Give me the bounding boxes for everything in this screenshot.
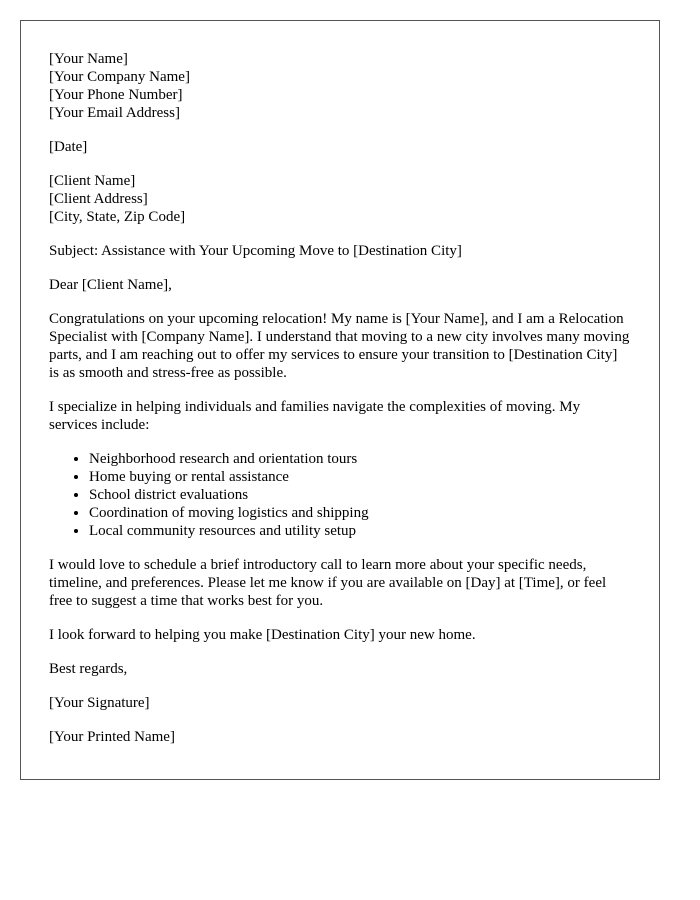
sender-phone: [Your Phone Number] [49, 87, 183, 103]
list-item: • Local community resources and utility setup [89, 522, 631, 540]
call-to-action-paragraph: I would love to schedule a brief introductory call to learn more about your specific needs, timeline, and preferences. Please let me know if you are available on [Day] at [Time], or feel free to suggest a time that works best for you. [49, 557, 607, 609]
list-item: • School district evaluations [89, 486, 631, 504]
printed-name: [Your Printed Name] [49, 729, 175, 745]
letter-date: [Date] [49, 139, 88, 155]
closing: Best regards, [49, 661, 128, 677]
recipient-address: [Client Address] [49, 191, 148, 207]
sender-company: [Your Company Name] [49, 69, 190, 85]
sender-block [49, 50, 631, 122]
subject-line: Subject: Assistance with Your Upcoming Move to [Destination City] [49, 243, 462, 259]
services-list [49, 450, 631, 540]
list-item: • Coordination of moving logistics and shipping [89, 504, 631, 522]
intro-paragraph: Congratulations on your upcoming relocation! My name is [Your Name], and I am a Relocation Specialist with [Company Name]. I understand that moving to a new city involves many moving parts, and I am reaching out to offer my services to ensure your transition to [Destination City] is as smooth and stress-free as possible. [49, 311, 630, 381]
recipient-name: [Client Name] [49, 173, 136, 189]
services-intro-paragraph: I specialize in helping individuals and families navigate the complexities of moving. My services include: [49, 399, 581, 433]
closing-statement: I look forward to helping you make [Destination City] your new home. [49, 627, 476, 643]
salutation: Dear [Client Name], [49, 277, 172, 293]
list-item: • Neighborhood research and orientation tours [89, 450, 631, 468]
letter-page [20, 20, 660, 780]
recipient-block [49, 172, 631, 226]
list-item: • Home buying or rental assistance [89, 468, 631, 486]
sender-email: [Your Email Address] [49, 105, 180, 121]
sender-name: [Your Name] [49, 51, 128, 67]
signature: [Your Signature] [49, 695, 150, 711]
recipient-city-state-zip: [City, State, Zip Code] [49, 209, 186, 225]
date-block [49, 138, 631, 156]
